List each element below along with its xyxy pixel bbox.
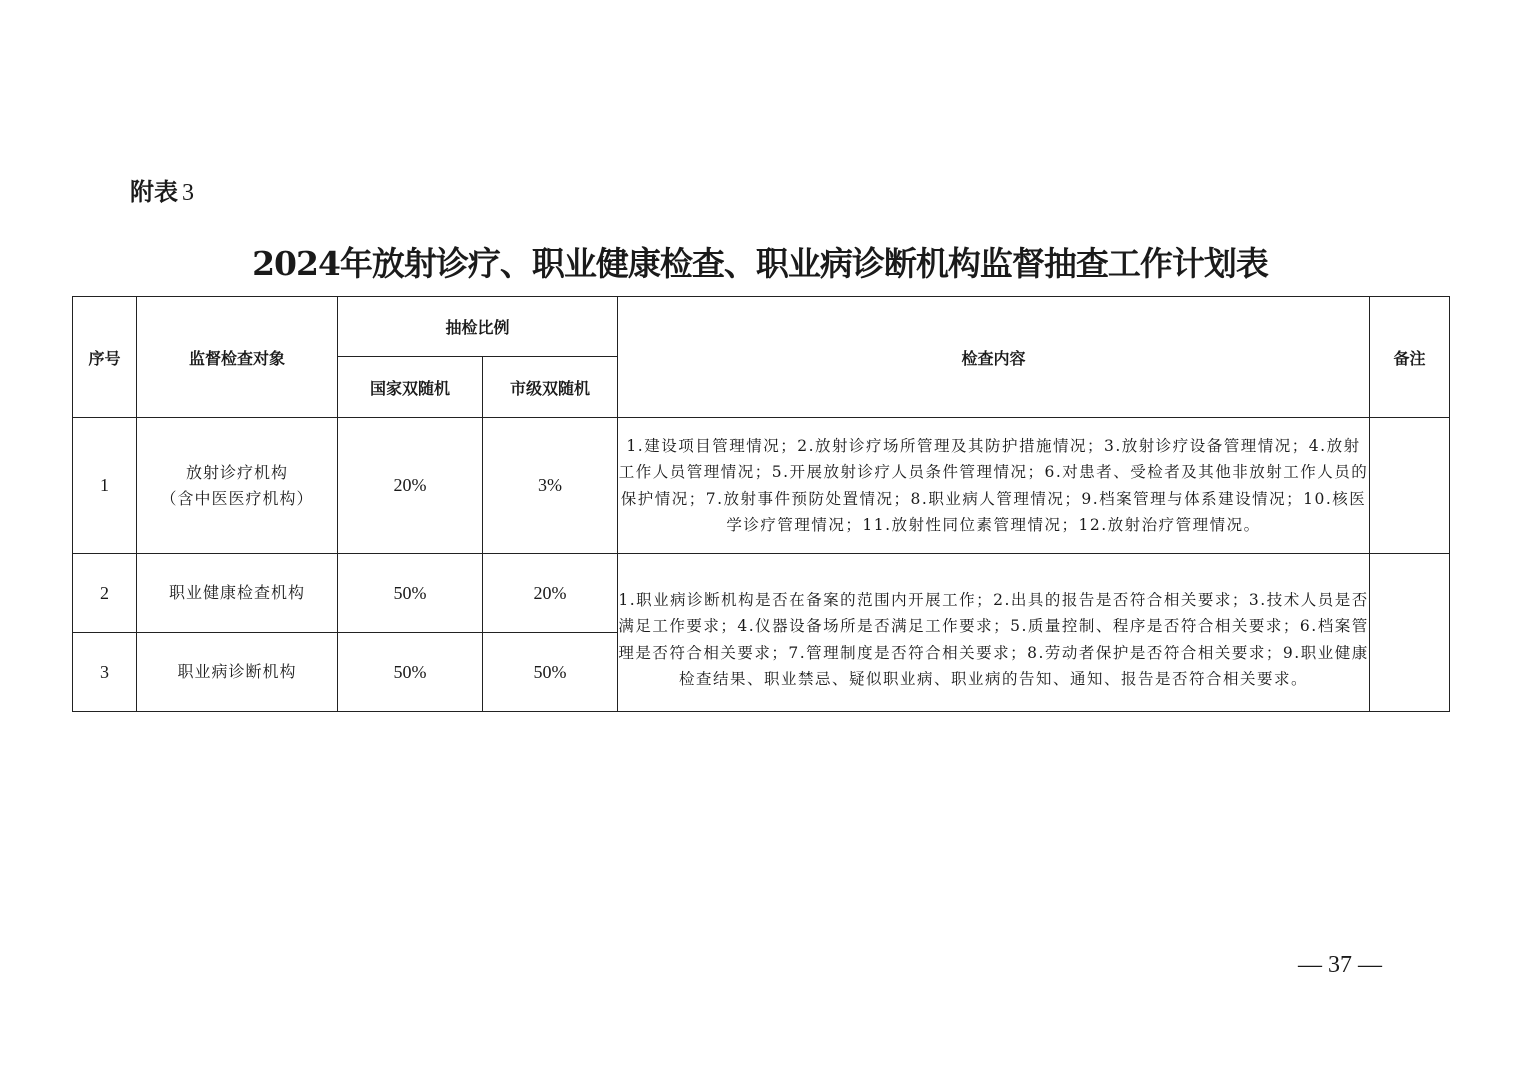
- row-target: [137, 418, 338, 554]
- annex-number: 3: [182, 180, 194, 206]
- annex-label-text: 附表: [130, 178, 178, 206]
- page-number: — 37 —: [1298, 952, 1382, 978]
- header-seq: 序号: [73, 297, 137, 418]
- row-national-ratio: 50%: [338, 554, 483, 633]
- header-target: 监督检查对象: [137, 297, 338, 418]
- row-city-ratio: 50%: [483, 633, 618, 712]
- table-row: [73, 554, 1450, 633]
- row-target-line1: 放射诊疗机构: [185, 462, 288, 482]
- row-city-ratio: 3%: [483, 418, 618, 554]
- header-content: 检查内容: [618, 297, 1370, 418]
- row-remark: [1370, 418, 1450, 554]
- row-content: 1.建设项目管理情况；2.放射诊疗场所管理及其防护措施情况；3.放射诊疗设备管理情况；4.放射工作人员管理情况；5.开展放射诊疗人员条件管理情况；6.对患者、受检者及其他非放射工作人员的保护情况；7.放射事件预防处置情况；8.职业病人管理情况；9.档案管理与体系建设情况；10.核医学诊疗管理情况；11.放射性同位素管理情况；12.放射治疗管理情况。: [618, 418, 1370, 554]
- document-title: 2024年放射诊疗、职业健康检查、职业病诊断机构监督抽查工作计划表: [252, 244, 1268, 283]
- row-national-ratio: 20%: [338, 418, 483, 554]
- row-national-ratio: 50%: [338, 633, 483, 712]
- row-target: 职业病诊断机构: [137, 633, 338, 712]
- row-content: 1.职业病诊断机构是否在备案的范围内开展工作；2.出具的报告是否符合相关要求；3.技术人员是否满足工作要求；4.仪器设备场所是否满足工作要求；5.质量控制、程序是否符合相关要求；6.档案管理是否符合相关要求；7.管理制度是否符合相关要求；8.劳动者保护是否符合相关要求；9.职业健康检查结果、职业禁忌、疑似职业病、职业病的告知、通知、报告是否符合相关要求。: [618, 554, 1370, 712]
- row-seq: 3: [73, 633, 137, 712]
- row-seq: 1: [73, 418, 137, 554]
- row-target: 职业健康检查机构: [137, 554, 338, 633]
- row-target-line2: （含中医医疗机构）: [160, 488, 314, 508]
- row-seq: 2: [73, 554, 137, 633]
- header-city: 市级双随机: [483, 357, 618, 418]
- row-city-ratio: 20%: [483, 554, 618, 633]
- header-ratio: 抽检比例: [338, 297, 618, 357]
- table-row: [73, 418, 1450, 554]
- header-row-1: [73, 297, 1450, 357]
- header-remark: 备注: [1370, 297, 1450, 418]
- annex-label: [130, 174, 194, 211]
- header-national: 国家双随机: [338, 357, 483, 418]
- inspection-plan-table: [72, 296, 1450, 712]
- row-remark: [1370, 554, 1450, 712]
